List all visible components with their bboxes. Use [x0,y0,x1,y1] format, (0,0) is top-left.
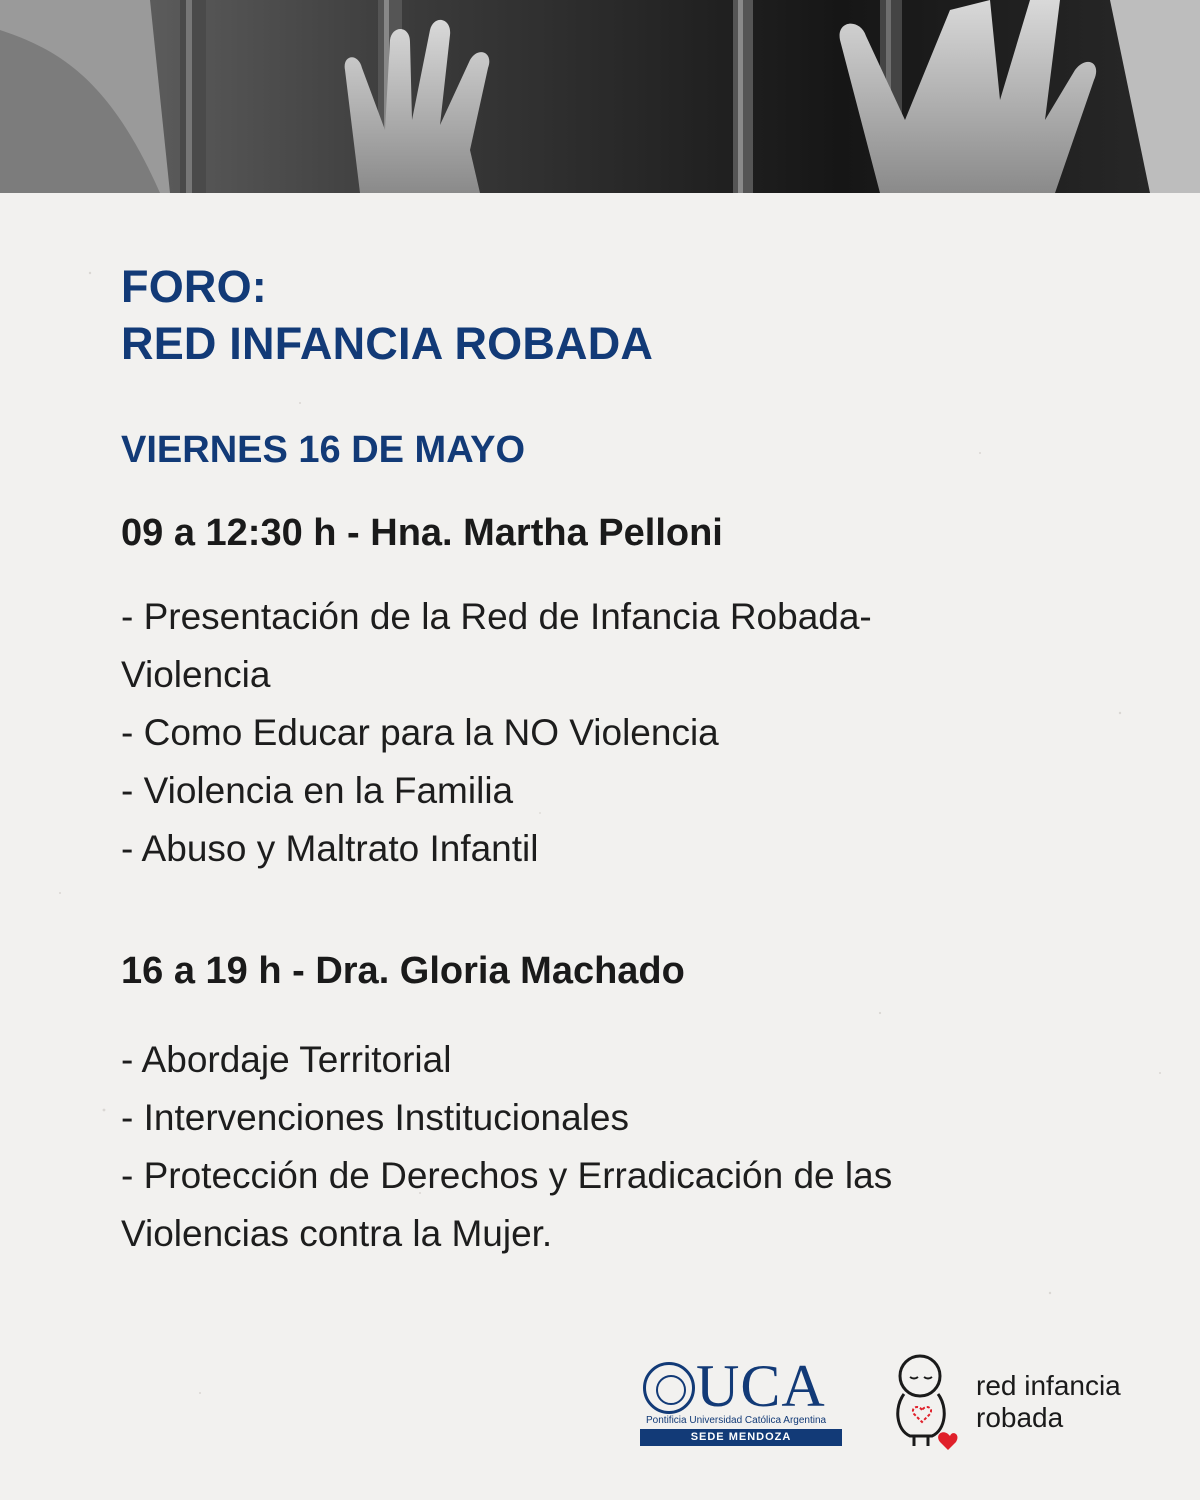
event-date: VIERNES 16 DE MAYO [121,429,526,471]
event-title-line1: FORO: [121,261,267,312]
uca-logo [640,1353,842,1446]
list-item: Violencia [121,654,271,695]
list-item: - Protección de Derechos y Erradicación de las [121,1155,893,1196]
list-item: Violencias contra la Mujer. [121,1213,553,1254]
session-1-topics [121,588,1081,878]
list-item: - Intervenciones Institucionales [121,1097,629,1138]
child-heart-icon [892,1352,968,1452]
list-item: - Presentación de la Red de Infancia Robada- [121,596,872,637]
list-item: - Abordaje Territorial [121,1039,452,1080]
session-2-topics [121,1031,1081,1263]
hands-behind-bars-image [0,0,1200,193]
uca-seal-icon [643,1362,695,1414]
uca-campus-bar: SEDE MENDOZA [640,1429,842,1446]
session-2-heading: 16 a 19 h - Dra. Gloria Machado [121,950,685,992]
header-photo [0,0,1200,193]
rir-text-line1: red infancia [976,1370,1121,1401]
event-content [121,258,1121,1254]
uca-logo-text: UCA [696,1353,826,1419]
red-infancia-robada-logo [892,1352,1162,1457]
rir-text-line2: robada [976,1402,1064,1433]
red-infancia-robada-text [976,1370,1121,1434]
list-item: - Violencia en la Familia [121,770,514,811]
session-1-heading: 09 a 12:30 h - Hna. Martha Pelloni [121,512,723,554]
list-item: - Como Educar para la NO Violencia [121,712,719,753]
uca-logo-subtitle: Pontificia Universidad Católica Argentina [646,1415,827,1426]
list-item: - Abuso y Maltrato Infantil [121,828,539,869]
event-title-line2: RED INFANCIA ROBADA [121,318,654,369]
